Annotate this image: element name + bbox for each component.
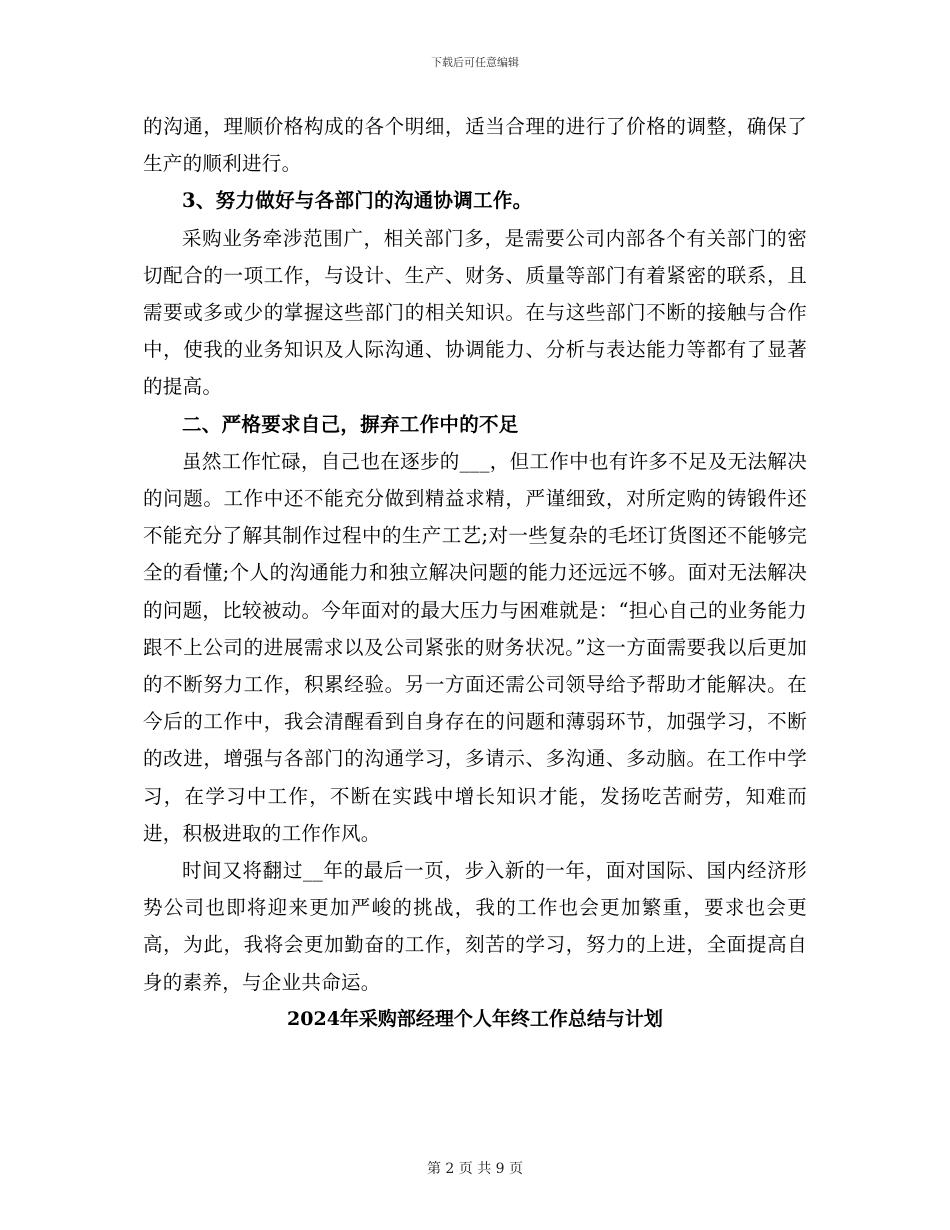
paragraph-shortcomings: 虽然工作忙碌，自己也在逐步的___，但工作中也有许多不足及无法解决的问题。工作中还不能充分做到精益求精，严谨细致，对所定购的铸锻件还不能充分了解其制作过程中的生产工艺;对一些复杂的毛坯订货图还不能够完全的看懂;个人的沟通能力和独立解决问题的能力还远远不够。面对无法解决的问题，比较被动。今年面对的最大压力与困难就是：“担心自己的业务能力跟不上公司的进展需求以及公司紧张的财务状况。”这一方面需要我以后更加的不断努力工作，积累经验。另一方面还需公司领导给予帮助才能解决。在今后的工作中，我会清醒看到自身存在的问题和薄弱环节，加强学习，不断的改进，增强与各部门的沟通学习，多请示、多沟通、多动脑。在工作中学习，在学习中工作，不断在实践中增长知识才能，发扬吃苦耐劳，知难而进，积极进取的工作作风。 <box>143 449 807 845</box>
page-footer: 第 2 页 共 9 页 <box>426 1161 524 1177</box>
document-body <box>143 108 807 1038</box>
paragraph-continuation: 的沟通，理顺价格构成的各个明细，适当合理的进行了价格的调整，确保了生产的顺利进行。 <box>143 115 807 176</box>
paragraph-departments: 采购业务牵涉范围广，相关部门多，是需要公司内部各个有关部门的密切配合的一项工作，与设计、生产、财务、质量等部门有着紧密的联系，且需要或多或少的掌握这些部门的相关知识。在与这些部门不断的接触与合作中，使我的业务知识及人际沟通、协调能力、分析与表达能力等都有了显著的提高。 <box>143 226 807 399</box>
section-heading-self-discipline: 二、严格要求自己，摒弃工作中的不足 <box>182 412 519 436</box>
document-title: 2024年采购部经理个人年终工作总结与计划 <box>287 1007 663 1030</box>
section-heading-communication: 3、努力做好与各部门的沟通协调工作。 <box>182 189 533 213</box>
page-header: 下载后可任意编辑 <box>431 56 519 69</box>
paragraph-new-year: 时间又将翻过__年的最后一页，步入新的一年，面对国际、国内经济形势公司也即将迎来更加严峻的挑战，我的工作也会更加繁重，要求也会更高，为此，我将会更加勤奋的工作，刻苦的学习，努力的上进，全面提高自身的素养，与企业共命运。 <box>143 859 807 994</box>
